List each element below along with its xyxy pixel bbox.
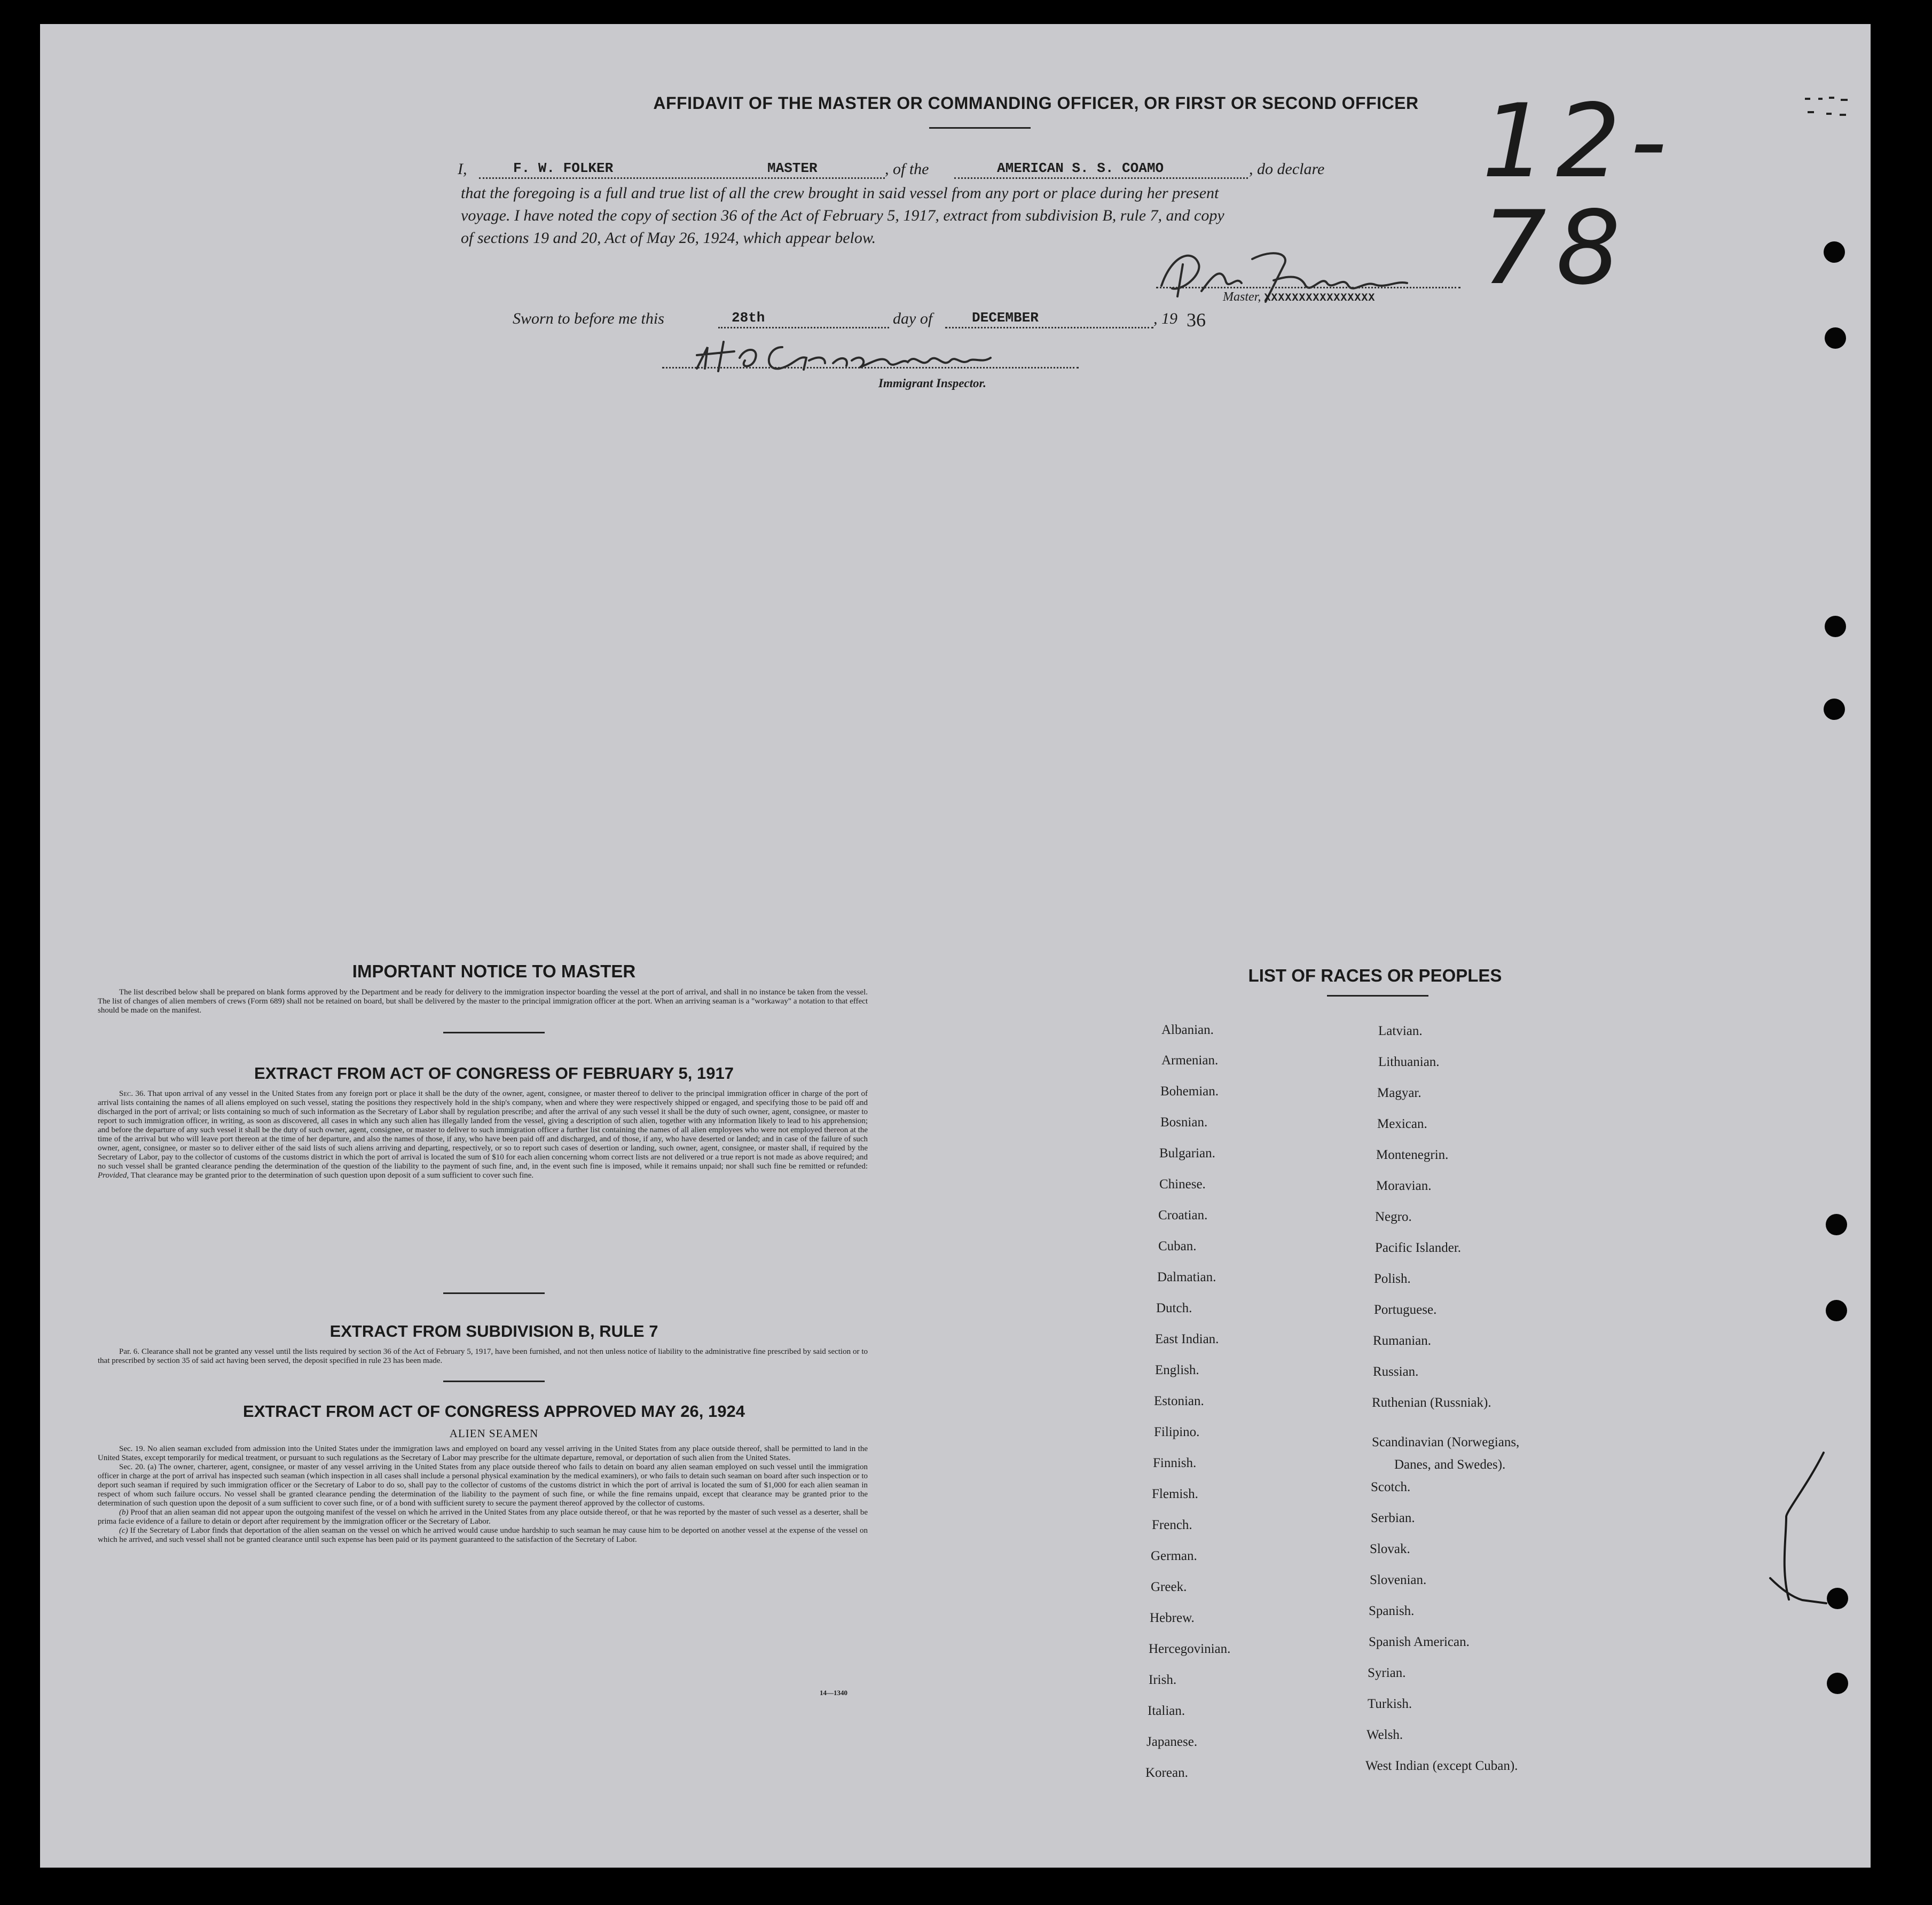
race-item: Montenegrin. [1376, 1148, 1449, 1162]
proviso-text: That clearance may be granted prior to the determination of such question upon deposit of a sum sufficient to cover such fine. [130, 1171, 534, 1180]
sworn-day: 28th [732, 310, 765, 326]
sec20-label: Sec. 20. (a) [119, 1463, 156, 1471]
master-role-label: Master, [1223, 290, 1261, 304]
notice-text: The list described below shall be prepared on blank forms approved by the Department and be ready for delivery to the immigration inspector boarding the vessel at the port of arrival, and shall in no instance be taken from the vessel. The list of changes of alien members of crews (Form 689) shall not be retained on board, but shall be delivered by the master to the principal immigration officer at the port. When an arriving seaman is a "workaway" a notation to that effect should be made on the manifest. [98, 988, 868, 1015]
master-sign-line [1156, 287, 1460, 288]
race-scandinavian-continuation: Danes, and Swedes). [1394, 1457, 1506, 1472]
affidavit-line-4: of sections 19 and 20, Act of May 26, 1924, which appear below. [461, 229, 876, 247]
punch-hole [1824, 699, 1845, 720]
inspector-sign-line [662, 367, 1079, 369]
name-dots [479, 177, 885, 179]
race-item: Rumanian. [1373, 1334, 1432, 1348]
race-item: Syrian. [1368, 1666, 1406, 1680]
race-item: Bulgarian. [1159, 1146, 1215, 1161]
page-title: AFFIDAVIT OF THE MASTER OR COMMANDING OFFICER, OR FIRST OR SECOND OFFICER [653, 93, 1419, 113]
race-item: Albanian. [1161, 1023, 1214, 1037]
race-item: Pacific Islander. [1375, 1241, 1462, 1255]
extract-1917-title: EXTRACT FROM ACT OF CONGRESS OF FEBRUARY 5, 1917 [254, 1064, 734, 1083]
page-number-text: 12-78 [1482, 82, 1677, 307]
sec20b-paragraph [98, 1508, 868, 1526]
race-item: Mexican. [1377, 1117, 1427, 1131]
sec20a-text: The owner, charterer, agent, consignee, or master of any vessel arriving in the United States from any place outside thereof who fails to detain on board any alien seaman employed on such vessel until the immigration officer in charge at the port of arrival has inspected such seaman (which inspection in all cases shall include a personal physical examination by the medical examiners), or who fails to detain such seaman on board after such inspection or to deport such seaman if required by such immigration officer or the Secretary of Labor to do so, shall pay to the collector of customs of the customs district in which the port of arrival is located the sum of $1,000 for each alien seaman in respect of whom such failure occurs. No vessel shall be granted clearance pending the determination of the liability to the payment of such fine, or while the fine remains unpaid, except that clearance may be granted prior to the determination of such question upon the deposit of a sum sufficient to cover such fine, or of a bond with sufficient surety to secure the payment thereof approved by the collector of customs. [98, 1463, 868, 1508]
punch-hole [1824, 241, 1845, 263]
check-mark-drawing [1706, 1447, 1829, 1608]
race-item: French. [1152, 1518, 1192, 1532]
rule7-rule [443, 1381, 545, 1382]
inspector-label: Immigrant Inspector. [878, 377, 986, 390]
of-the-label: , of the [885, 160, 929, 178]
race-item: Portuguese. [1374, 1303, 1437, 1317]
races-rule [1327, 995, 1428, 997]
race-item: Negro. [1375, 1210, 1412, 1224]
sec20c-text: If the Secretary of Labor finds that deportation of the alien seaman on the vessel on which he arrived would cause undue hardship to such seaman he may cause him to be deported on another vessel at the expense of the vessel on which he arrived, and such vessel shall not be granted clearance until such expense has been paid or its payment guaranteed to the satisfaction of the Secretary of Labor. [98, 1526, 868, 1544]
affidavit-line-3: voyage. I have noted the copy of section 36 of the Act of February 5, 1917, extract from subdivision B, rule 7, and copy [461, 207, 1224, 224]
sec20a-paragraph [98, 1463, 868, 1508]
races-title: LIST OF RACES OR PEOPLES [1248, 966, 1502, 985]
extract-1917-body [98, 1089, 868, 1180]
race-item: Armenian. [1161, 1053, 1219, 1068]
master-role-strikeout: XXXXXXXXXXXXXXXX [1264, 292, 1376, 304]
race-item: German. [1151, 1549, 1197, 1563]
punch-hole [1825, 327, 1846, 349]
race-item: East Indian. [1155, 1332, 1219, 1346]
race-item: English. [1155, 1363, 1199, 1377]
par6-label: Par. 6. [119, 1347, 140, 1356]
corner-marks-drawing [1802, 93, 1850, 126]
race-item: Latvian. [1378, 1024, 1423, 1038]
day-dots [718, 327, 889, 328]
race-item: Scotch. [1371, 1480, 1411, 1494]
master-name: F. W. FOLKER [513, 160, 614, 176]
document-page [40, 24, 1871, 1868]
race-item: Welsh. [1366, 1728, 1403, 1742]
race-item: Spanish American. [1369, 1635, 1470, 1649]
punch-hole [1826, 1214, 1847, 1235]
corner-marks [1802, 93, 1850, 126]
race-item: Italian. [1148, 1704, 1185, 1718]
race-item: Japanese. [1146, 1735, 1198, 1749]
sec36-label: Sec. 36. [119, 1089, 146, 1098]
race-item: Hebrew. [1150, 1611, 1195, 1625]
affidavit-line-2: that the foregoing is a full and true list of all the crew brought in said vessel from any port or place during her present [461, 184, 1219, 202]
race-item: Serbian. [1371, 1511, 1415, 1525]
race-item: Slovenian. [1370, 1573, 1427, 1587]
race-item: Hercegovinian. [1149, 1642, 1231, 1656]
title-rule [929, 127, 1031, 129]
race-item: Magyar. [1377, 1086, 1421, 1100]
year-suffix: 36 [1187, 309, 1206, 331]
sworn-label: Sworn to before me this [513, 310, 664, 327]
sec19-label: Sec. 19. [119, 1445, 145, 1453]
race-item: Russian. [1373, 1365, 1419, 1379]
race-item: Scandinavian (Norwegians, [1372, 1435, 1520, 1449]
race-item: Lithuanian. [1378, 1055, 1440, 1069]
affidavit-line-1 [458, 160, 1558, 182]
race-item: Polish. [1374, 1272, 1411, 1286]
extract-1924-title: EXTRACT FROM ACT OF CONGRESS APPROVED MAY 26, 1924 [243, 1402, 745, 1421]
race-item: Spanish. [1369, 1604, 1415, 1618]
rule7-title: EXTRACT FROM SUBDIVISION B, RULE 7 [329, 1322, 658, 1340]
punch-hole [1826, 1300, 1847, 1321]
proviso-label: Provided, [98, 1171, 129, 1180]
race-item: Greek. [1151, 1580, 1187, 1594]
race-item: Bosnian. [1160, 1115, 1208, 1130]
rule7-paragraph [98, 1347, 868, 1366]
sec20c-paragraph [98, 1526, 868, 1545]
race-item: Finnish. [1153, 1456, 1197, 1470]
race-item: Cuban. [1158, 1239, 1197, 1253]
notice-rule [443, 1032, 545, 1033]
form-number: 14—1340 [820, 1689, 847, 1697]
sworn-month: DECEMBER [972, 310, 1039, 326]
race-item: Bohemian. [1160, 1084, 1219, 1099]
alien-seamen-subtitle: ALIEN SEAMEN [449, 1427, 539, 1440]
punch-hole [1827, 1673, 1848, 1694]
notice-body [98, 988, 868, 1015]
race-item: Croatian. [1158, 1208, 1208, 1222]
race-item: Ruthenian (Russniak). [1372, 1396, 1491, 1410]
race-item: Chinese. [1159, 1177, 1206, 1191]
race-item: Dalmatian. [1157, 1270, 1216, 1284]
race-item: Filipino. [1154, 1425, 1200, 1439]
extract-1917-paragraph [98, 1089, 868, 1180]
sworn-line [513, 310, 1282, 331]
sec19-text: No alien seaman excluded from admission into the United States under the immigration laws and employed on board any vessel arriving in the United States from any place outside thereof, shall be permitted to land in the United States, except temporarily for medical treatment, or pursuant to such regulations as the Secretary of Labor may prescribe for the ultimate departure, removal, or deportation of such alien from the United States. [98, 1445, 868, 1462]
notice-title: IMPORTANT NOTICE TO MASTER [352, 961, 636, 981]
race-item: Turkish. [1368, 1697, 1412, 1711]
punch-hole [1825, 616, 1846, 637]
sec36-text: That upon arrival of any vessel in the United States from any foreign port or place it shall be the duty of the owner, agent, consignee, or master thereof to deliver to the principal immigration officer in charge of the port of arrival lists containing the names of all aliens employed on such vessel, stating the positions they respectively hold in the ship's company, when and where they were respectively shipped or engaged, and specifying those to be paid off and discharged in the port of arrival; or lists containing so much of such information as the Secretary of Labor shall by regulation prescribe; and after the arrival of any such vessel it shall be the duty of such owner, agent, consignee, or master to report to such immigration officer, in writing, as soon as discovered, all cases in which any such alien has illegally landed from the vessel, giving a description of such alien, together with any information likely to lead to his apprehension; and before the departure of any such vessel it shall be the duty of such owner, agent, consignee, or master to deliver to such immigration officer a further list containing the names of all alien employees who were not employed thereon at the time of the arrival but who will leave port thereon at the time of her departure, and also the names of those, if any, who have been paid off and discharged, and of those, if any, who have deserted or landed; and in case of the failure of such owner, agent, consignee, or master so to deliver either of the said lists of such aliens arriving and departing, respectively, or so to report such cases of desertion or landing, such owner, agent, consignee, or master shall, if required by the Secretary of Labor, pay to the collector of customs of the customs district in which the port of arrival is located the sum of $10 for each alien concerning whom correct lists are not delivered or a true report is not made as above required; and no such vessel shall be granted clearance pending the determination of the question of the liability to the payment of such fine, and, in the event such fine is imposed, while it remains unpaid; nor shall such fine be remitted or refunded: [98, 1089, 868, 1171]
race-item: Moravian. [1376, 1179, 1432, 1193]
inspector-signature [665, 331, 1071, 385]
master-role [1223, 290, 1375, 304]
sec20c-label: (c) [119, 1526, 128, 1535]
vessel-name: AMERICAN S. S. COAMO [997, 160, 1164, 176]
par6-text: Clearance shall not be granted any vessel until the lists required by section 36 of the Act of February 5, 1917, have been furnished, and not then unless notice of liability to the administrative fine prescribed by said section or to that prescribed by section 35 of said act having been served, the deposit specified in rule 23 has been made. [98, 1347, 868, 1365]
i-label: I, [458, 160, 467, 178]
race-item: Irish. [1149, 1673, 1177, 1687]
extract-1917-rule [443, 1292, 545, 1294]
sec19-paragraph [98, 1445, 868, 1463]
master-rank: MASTER [767, 160, 818, 176]
race-item: West Indian (except Cuban). [1365, 1759, 1518, 1773]
day-of-label: day of [893, 310, 933, 327]
inspector-signature-drawing [665, 331, 1071, 385]
extract-1924-body [98, 1445, 868, 1545]
year-prefix: , 19 [1153, 310, 1177, 327]
month-dots [945, 327, 1153, 328]
punch-hole [1827, 1588, 1848, 1609]
race-item: Estonian. [1154, 1394, 1204, 1408]
race-item: Korean. [1145, 1766, 1188, 1780]
race-item: Slovak. [1370, 1542, 1410, 1556]
sec20b-text: Proof that an alien seaman did not appear upon the outgoing manifest of the vessel on which he arrived in the United States from any place outside thereof, or that he was reported by the master of such vessel as a deserter, shall be prima facie evidence of a failure to detain or deport after requirement by the immigration officer or the Secretary of Labor. [98, 1508, 868, 1526]
vessel-dots [954, 177, 1248, 179]
race-item: Flemish. [1152, 1487, 1198, 1501]
do-declare-label: , do declare [1249, 160, 1325, 178]
sec20b-label: (b) [119, 1508, 129, 1517]
race-item: Dutch. [1156, 1301, 1192, 1315]
rule7-body [98, 1347, 868, 1366]
